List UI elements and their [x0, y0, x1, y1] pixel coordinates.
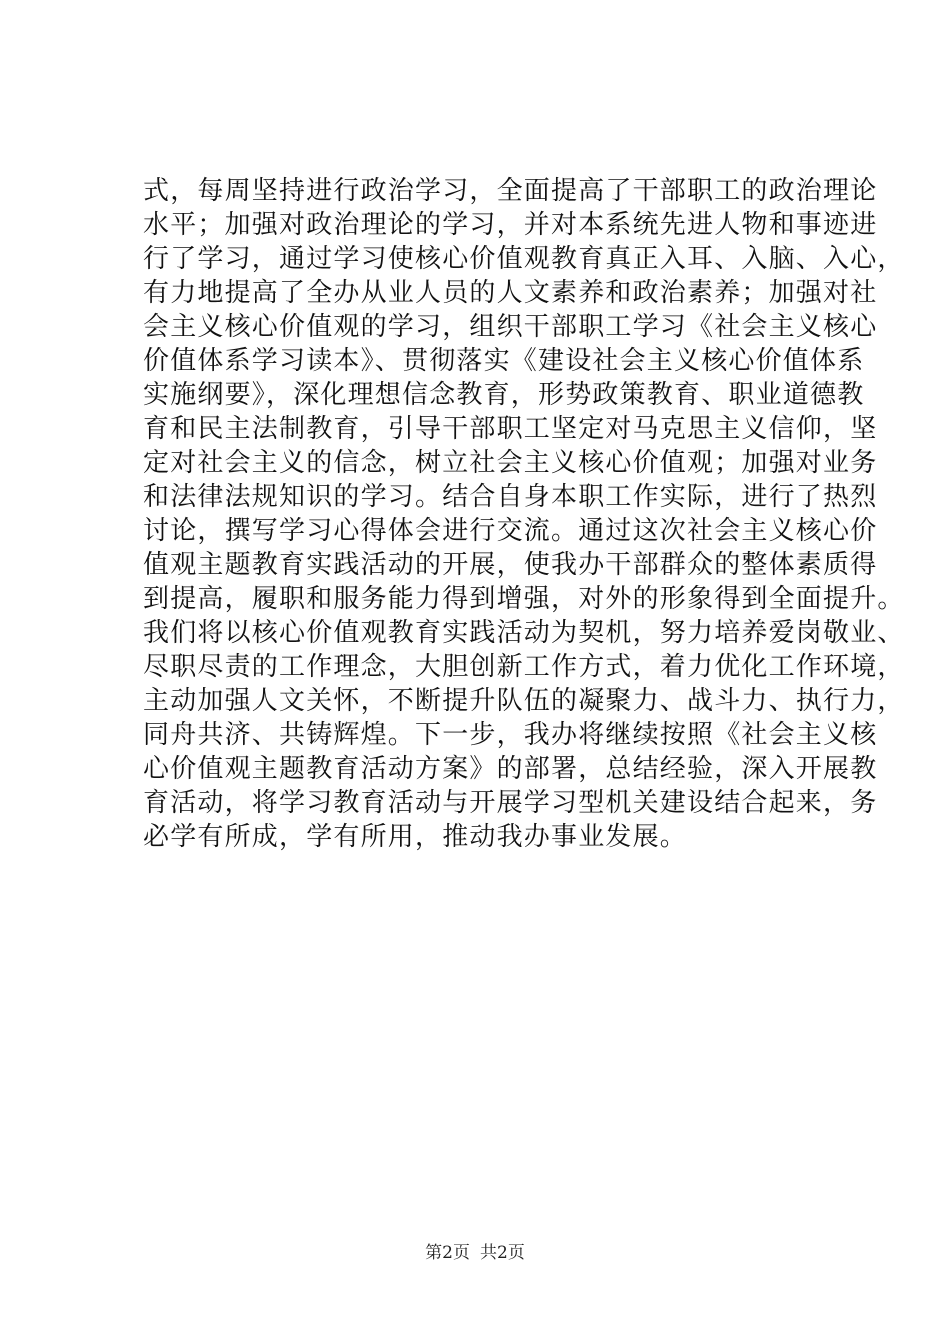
body-paragraph: [143, 174, 905, 854]
text-line: 定对社会主义的信念，树立社会主义核心价值观；加强对业务: [143, 448, 878, 478]
text-line: 会主义核心价值观的学习，组织干部职工学习《社会主义核心: [143, 312, 878, 342]
text-line: 育和民主法制教育，引导干部职工坚定对马克思主义信仰，坚: [143, 414, 878, 444]
text-line: 和法律法规知识的学习。结合自身本职工作实际，进行了热烈: [143, 482, 878, 512]
page-total: 共2页: [480, 1243, 525, 1263]
text-line: 值观主题教育实践活动的开展，使我办干部群众的整体素质得: [143, 550, 878, 580]
text-line: 育活动，将学习教育活动与开展学习型机关建设结合起来，务: [143, 788, 878, 818]
text-line: 行了学习，通过学习使核心价值观教育真正入耳、入脑、入心，: [143, 244, 905, 274]
page-footer: [0, 1242, 950, 1264]
text-line: 我们将以核心价值观教育实践活动为契机，努力培养爱岗敬业、: [143, 618, 905, 648]
page-number: 第2页: [425, 1243, 470, 1263]
text-line: 式，每周坚持进行政治学习，全面提高了干部职工的政治理论: [143, 176, 878, 206]
text-line: 讨论，撰写学习心得体会进行交流。通过这次社会主义核心价: [143, 516, 878, 546]
text-line: 水平；加强对政治理论的学习，并对本系统先进人物和事迹进: [143, 210, 878, 240]
text-line: 到提高，履职和服务能力得到增强，对外的形象得到全面提升。: [143, 584, 905, 614]
text-line: 同舟共济、共铸辉煌。下一步，我办将继续按照《社会主义核: [143, 720, 878, 750]
text-line: 实施纲要》，深化理想信念教育，形势政策教育、职业道德教: [143, 380, 865, 410]
text-line: 价值体系学习读本》、贯彻落实《建设社会主义核心价值体系: [143, 346, 865, 376]
text-line: 主动加强人文关怀，不断提升队伍的凝聚力、战斗力、执行力，: [143, 686, 905, 716]
text-line: 有力地提高了全办从业人员的人文素养和政治素养；加强对社: [143, 278, 878, 308]
text-line: 尽职尽责的工作理念，大胆创新工作方式，着力优化工作环境，: [143, 652, 905, 682]
text-line: 必学有所成，学有所用，推动我办事业发展。: [143, 822, 688, 852]
text-line: 心价值观主题教育活动方案》的部署，总结经验，深入开展教: [143, 754, 878, 784]
